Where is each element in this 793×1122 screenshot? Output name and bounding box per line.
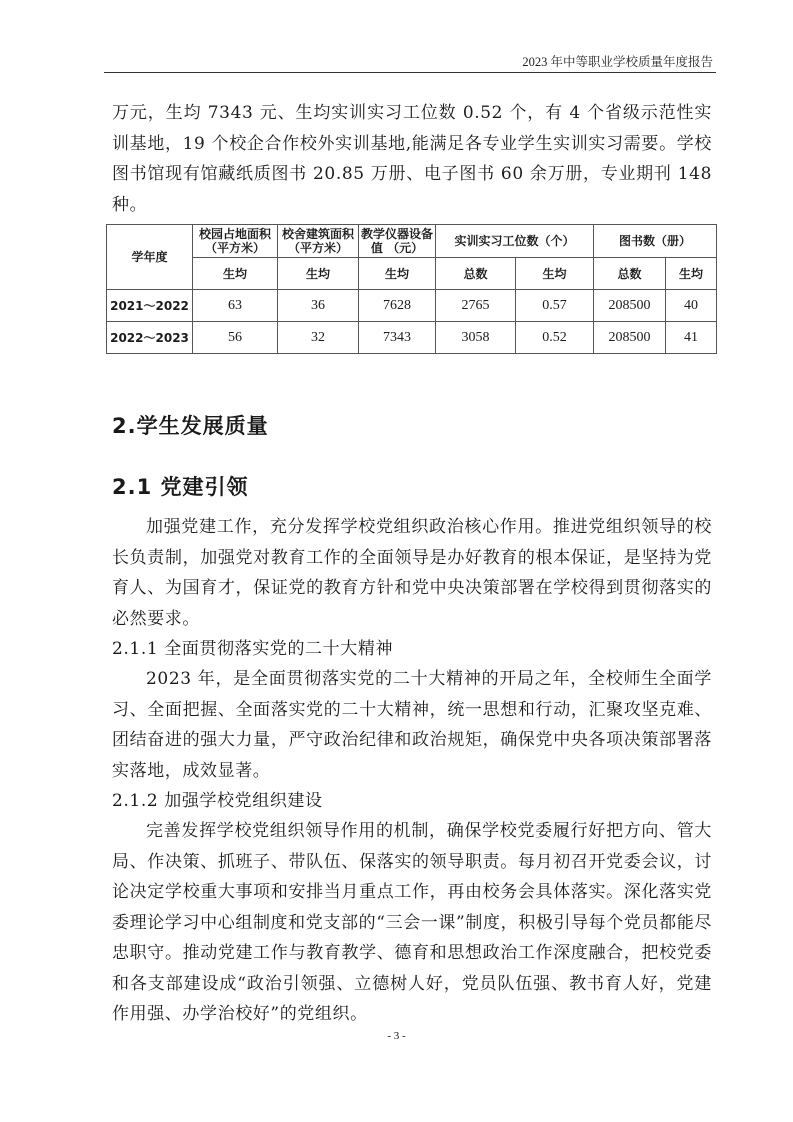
report-title: 2023 年中等职业学校质量年度报告	[522, 55, 713, 69]
section-heading: 2.学生发展质量	[112, 414, 269, 438]
header-year: 学年度	[107, 225, 193, 290]
table-header-row	[107, 225, 717, 258]
subheader-cell: 生均	[359, 258, 436, 290]
value-cell: 208500	[594, 322, 666, 354]
value-cell: 0.52	[516, 322, 594, 354]
page-number: - 3 -	[387, 1030, 406, 1042]
subsection-heading: 2.1 党建引领	[112, 475, 249, 499]
header-training-stations: 实训实习工位数（个）	[436, 225, 594, 258]
value-cell: 40	[666, 290, 717, 322]
statistics-table	[106, 224, 717, 354]
subheader-cell: 生均	[278, 258, 359, 290]
table-subheader-row	[107, 258, 717, 290]
value-cell: 208500	[594, 290, 666, 322]
subheader-cell: 总数	[436, 258, 516, 290]
year-cell: 2022～2023	[107, 322, 193, 354]
intro-paragraph: 万元，生均 7343 元、生均实训实习工位数 0.52 个，有 4 个省级示范性实训基地，19 个校企合作校外实训基地,能满足各专业学生实训实习需要。学校图书馆现有馆藏纸质图书 20.85 万册、电子图书 60 余万册，专业期刊 148 种。	[112, 103, 712, 215]
party-building-paragraph: 加强党建工作，充分发挥学校党组织政治核心作用。推进党组织领导的校长负责制，加强党对教育工作的全面领导是办好教育的根本保证，是坚持为党育人、为国育才，保证党的教育方针和党中央决策部署在学校得到贯彻落实的必然要求。	[112, 517, 712, 629]
value-cell: 41	[666, 322, 717, 354]
value-cell: 0.57	[516, 290, 594, 322]
value-cell: 3058	[436, 322, 516, 354]
value-cell: 7343	[359, 322, 436, 354]
subsubsection-paragraph: 2023 年，是全面贯彻落实党的二十大精神的开局之年，全校师生全面学习、全面把握、全面落实党的二十大精神，统一思想和行动，汇聚攻坚克难、团结奋进的强大力量，严守政治纪律和政治规矩，确保党中央各项决策部署落实落地，成效显著。	[112, 669, 712, 781]
value-cell: 56	[193, 322, 278, 354]
subsubsection-paragraph: 完善发挥学校党组织领导作用的机制，确保学校党委履行好把方向、管大局、作决策、抓班子、带队伍、保落实的领导职责。每月初召开党委会议，讨论决定学校重大事项和安排当月重点工作，再由校务会具体落实。深化落实党委理论学习中心组制度和党支部的“三会一课”制度，积极引导每个党员都能尽忠职守。推动党建工作与教育教学、德育和思想政治工作深度融合，把校党委和各支部建设成“政治引领强、立德树人好，党员队伍强、教书育人好，党建作用强、办学治校好”的党组织。	[112, 821, 712, 1024]
header-campus-area: 校园占地面积（平方米）	[193, 225, 278, 258]
subheader-cell: 生均	[516, 258, 594, 290]
header-books: 图书数（册）	[594, 225, 717, 258]
header-building-area: 校舍建筑面积（平方米）	[278, 225, 359, 258]
value-cell: 7628	[359, 290, 436, 322]
value-cell: 63	[193, 290, 278, 322]
header-divider	[104, 72, 716, 73]
year-cell: 2021～2022	[107, 290, 193, 322]
subsubsection-heading: 2.1.2 加强学校党组织建设	[112, 791, 323, 811]
value-cell: 2765	[436, 290, 516, 322]
value-cell: 36	[278, 290, 359, 322]
subsubsection-heading: 2.1.1 全面贯彻落实党的二十大精神	[112, 639, 394, 659]
table-row	[107, 322, 717, 354]
table-row	[107, 290, 717, 322]
subheader-cell: 生均	[666, 258, 717, 290]
subheader-cell: 生均	[193, 258, 278, 290]
subheader-cell: 总数	[594, 258, 666, 290]
value-cell: 32	[278, 322, 359, 354]
header-equipment-value: 教学仪器设备值 （元）	[359, 225, 436, 258]
